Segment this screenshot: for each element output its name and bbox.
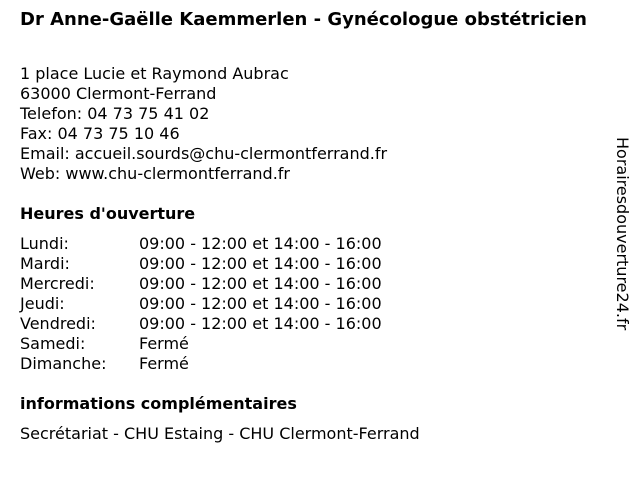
hours-time: Fermé bbox=[139, 354, 189, 373]
hours-day: Mardi: bbox=[20, 254, 70, 273]
hours-row-dimanche bbox=[20, 354, 382, 374]
hours-time: 09:00 - 12:00 et 14:00 - 16:00 bbox=[139, 294, 382, 313]
hours-day: Vendredi: bbox=[20, 314, 96, 333]
street-address: 1 place Lucie et Raymond Aubrac bbox=[20, 64, 289, 83]
email-address: Email: accueil.sourds@chu-clermontferrand.fr bbox=[20, 144, 388, 163]
page-title: Dr Anne-Gaëlle Kaemmerlen - Gynécologue obstétricien bbox=[20, 9, 587, 30]
phone-number: Telefon: 04 73 75 41 02 bbox=[20, 104, 210, 123]
hours-time: 09:00 - 12:00 et 14:00 - 16:00 bbox=[139, 314, 382, 333]
city-postal: 63000 Clermont-Ferrand bbox=[20, 84, 217, 103]
hours-row-mercredi bbox=[20, 274, 382, 294]
hours-time: Fermé bbox=[139, 334, 189, 353]
hours-time: 09:00 - 12:00 et 14:00 - 16:00 bbox=[139, 254, 382, 273]
hours-heading: Heures d'ouverture bbox=[20, 204, 196, 223]
contact-block bbox=[20, 64, 387, 184]
hours-day: Dimanche: bbox=[20, 354, 107, 373]
info-text: Secrétariat - CHU Estaing - CHU Clermont-Ferrand bbox=[20, 424, 420, 443]
site-watermark: Horairesdouverture24.fr bbox=[613, 137, 632, 331]
hours-time: 09:00 - 12:00 et 14:00 - 16:00 bbox=[139, 274, 382, 293]
info-heading: informations complémentaires bbox=[20, 394, 297, 413]
hours-day: Lundi: bbox=[20, 234, 69, 253]
hours-day: Mercredi: bbox=[20, 274, 95, 293]
hours-row-mardi bbox=[20, 254, 382, 274]
website-address: Web: www.chu-clermontferrand.fr bbox=[20, 164, 291, 183]
hours-row-jeudi bbox=[20, 294, 382, 314]
hours-row-samedi bbox=[20, 334, 382, 354]
hours-day: Jeudi: bbox=[20, 294, 65, 313]
hours-day: Samedi: bbox=[20, 334, 86, 353]
hours-row-lundi bbox=[20, 234, 382, 254]
hours-table bbox=[20, 234, 382, 374]
hours-time: 09:00 - 12:00 et 14:00 - 16:00 bbox=[139, 234, 382, 253]
fax-number: Fax: 04 73 75 10 46 bbox=[20, 124, 180, 143]
hours-row-vendredi bbox=[20, 314, 382, 334]
